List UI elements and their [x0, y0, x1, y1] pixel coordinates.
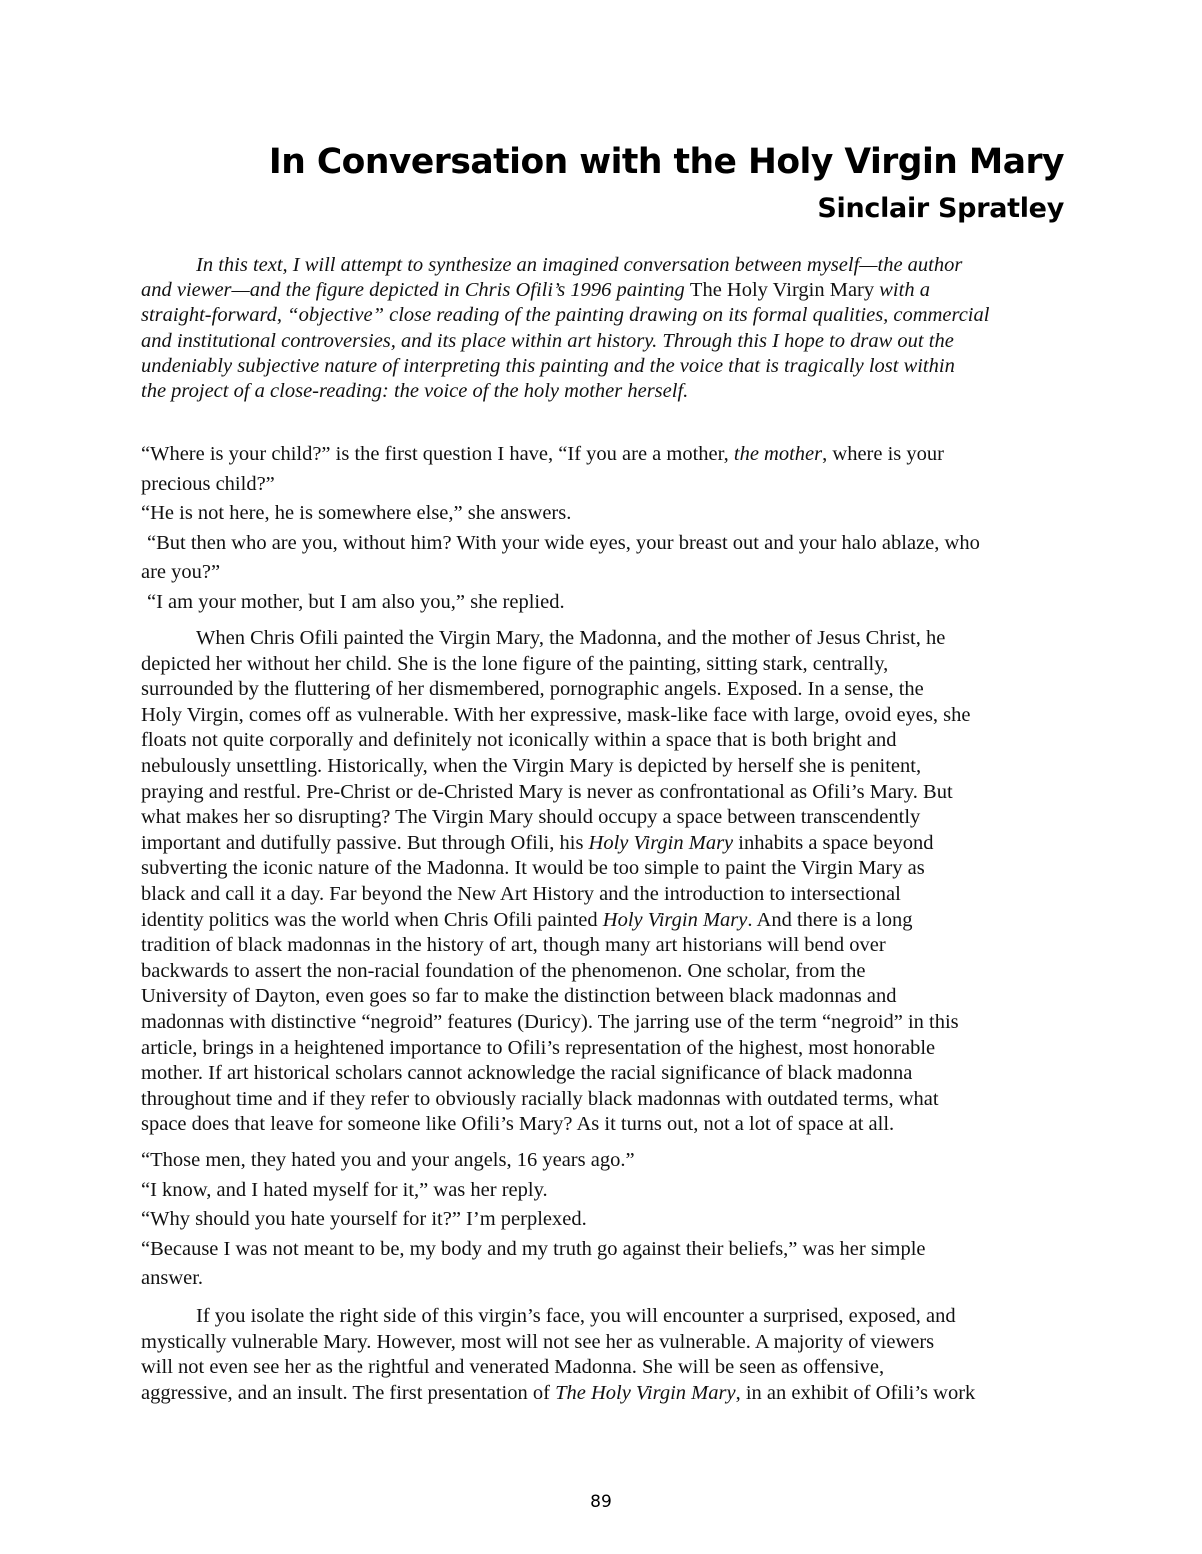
paragraph-line: tradition of black madonnas in the history of art, though many art historians will bend over [141, 934, 886, 957]
paragraph-line: madonnas with distinctive “negroid” features (Duricy). The jarring use of the term “negroid” in this [141, 1010, 959, 1033]
abstract-line: straight-forward, “objective” close reading of the painting drawing on its formal qualities, commercial [141, 304, 990, 327]
painting-title: The Holy Virgin Mary [689, 279, 875, 302]
abstract-line: the project of a close-reading: the voice of the holy mother herself. [141, 380, 689, 403]
paragraph-line: black and call it a day. Far beyond the New Art History and the introduction to intersectional [141, 882, 901, 905]
dialogue-line: are you?” [141, 561, 221, 583]
paragraph-line: space does that leave for someone like Ofili’s Mary? As it turns out, not a lot of space at all. [141, 1113, 895, 1136]
paragraph-line: Holy Virgin, comes off as vulnerable. With her expressive, mask-like face with large, ovoid eyes, she [141, 703, 971, 726]
dialogue-line: “I am your mother, but I am also you,” she replied. [147, 590, 565, 613]
dialogue-line: “But then who are you, without him? With your wide eyes, your breast out and your halo ablaze, who [147, 531, 980, 554]
paragraph-line: throughout time and if they refer to obviously racially black madonnas with outdated terms, what [141, 1087, 939, 1110]
body-paragraph-2 [141, 1304, 1081, 1406]
page-number: 89 [590, 1492, 612, 1512]
paragraph-line: backwards to assert the non-racial foundation of the phenomenon. One scholar, from the [141, 959, 866, 982]
body-paragraph-1 [141, 626, 1081, 1138]
article-title: In Conversation with the Holy Virgin Mary [268, 142, 1064, 182]
dialogue-line: precious child?” [141, 472, 275, 495]
dialogue-line: “Those men, they hated you and your angels, 16 years ago.” [141, 1149, 635, 1171]
author-name: Sinclair Spratley [817, 193, 1064, 224]
dialogue-line: “Because I was not meant to be, my body and my truth go against their beliefs,” was her simple [141, 1237, 926, 1260]
dialogue-line: answer. [141, 1267, 204, 1289]
paragraph-line: surrounded by the fluttering of her dismembered, pornographic angels. Exposed. In a sense, the [141, 678, 924, 701]
abstract-line: and institutional controversies, and its place within art history. Through this I hope to draw out the [141, 329, 954, 352]
paragraph-line: If you isolate the right side of this virgin’s face, you will encounter a surprised, exposed, and [196, 1305, 956, 1327]
paragraph-line: praying and restful. Pre-Christ or de-Christed Mary is never as confrontational as Ofili’s Mary. But [141, 780, 953, 803]
paragraph-line: subverting the iconic nature of the Madonna. It would be too simple to paint the Virgin Mary as [141, 857, 925, 880]
paragraph-line: University of Dayton, even goes so far to make the distinction between black madonnas and [141, 985, 897, 1008]
dialogue-section-2 [141, 1146, 1081, 1294]
abstract [141, 253, 1066, 404]
abstract-line: undeniably subjective nature of interpreting this painting and the voice that is tragically lost within [141, 354, 955, 377]
paragraph-line: nebulously unsettling. Historically, when the Virgin Mary is depicted by herself she is penitent, [141, 754, 922, 777]
dialogue-section-1 [141, 440, 1081, 617]
paragraph-line: identity politics was the world when Chris Ofili painted Holy Virgin Mary. And there is a long [141, 908, 913, 931]
abstract-line: In this text, I will attempt to synthesize an imagined conversation between myself—the author [196, 254, 963, 276]
paragraph-line: article, brings in a heightened importance to Ofili’s representation of the highest, most honorable [141, 1036, 936, 1059]
paragraph-line: important and dutifully passive. But through Ofili, his Holy Virgin Mary inhabits a space beyond [141, 831, 934, 854]
paragraph-line: mother. If art historical scholars cannot acknowledge the racial significance of black madonna [141, 1062, 913, 1085]
paragraph-line: mystically vulnerable Mary. However, most will not see her as vulnerable. A majority of viewers [141, 1330, 935, 1353]
paragraph-line: depicted her without her child. She is the lone figure of the painting, sitting stark, centrally, [141, 652, 889, 675]
dialogue-line: “He is not here, he is somewhere else,” she answers. [141, 502, 572, 524]
abstract-line: and viewer—and the figure depicted in Chris Ofili’s 1996 painting The Holy Virgin Mary with a [141, 279, 930, 302]
paragraph-line: floats not quite corporally and definitely not iconically within a space that is both bright and [141, 729, 897, 752]
paragraph-line: When Chris Ofili painted the Virgin Mary, the Madonna, and the mother of Jesus Christ, he [196, 627, 946, 649]
dialogue-line: “Why should you hate yourself for it?” I’m perplexed. [141, 1208, 587, 1230]
paragraph-line: what makes her so disrupting? The Virgin Mary should occupy a space between transcendently [141, 806, 921, 829]
dialogue-line: “Where is your child?” is the first question I have, “If you are a mother, the mother, where is your [141, 443, 944, 465]
paragraph-line: will not even see her as the rightful and venerated Madonna. She will be seen as offensive, [141, 1356, 885, 1379]
paragraph-line: aggressive, and an insult. The first presentation of The Holy Virgin Mary, in an exhibit of Ofili’s work [141, 1381, 976, 1404]
dialogue-line: “I know, and I hated myself for it,” was her reply. [141, 1178, 548, 1201]
